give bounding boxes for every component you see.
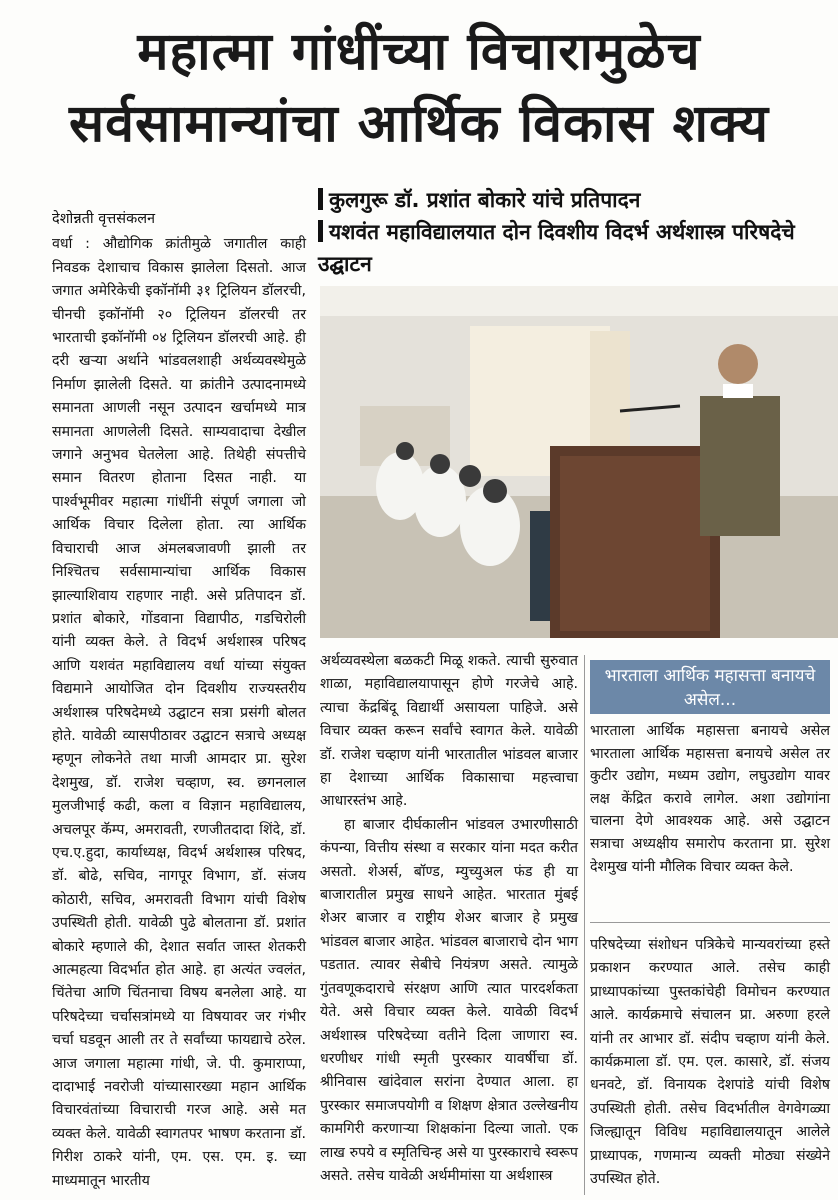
box-body: भारताला आर्थिक महासत्ता बनायचे असेल भारताला आर्थिक महासत्ता बनायचे असेल तर कुटीर उद्योग, मध्यम उद्योग, लघुउद्योग यावर लक्ष केंद्रित करावे लागेल. अशा उद्योगांना चालना देणे आवश्यक आहे. असे उद्घाटन सत्राचा अध्यक्षीय समारोप करताना प्रा. सुरेश देशमुख यांनी मौलिक विचार व्यक्त केले. — [590, 723, 830, 875]
column-2-paragraph-2: हा बाजार दीर्घकालीन भांडवल उभारणीसाठी कंपन्या, वित्तीय संस्था व सरकार यांना मदत करीत असतो. शेअर्स, बॉण्ड, म्युच्युअल फंड ही या बाजारातील प्रमुख साधने आहेत. भारतात मुंबई शेअर बाजार व राष्ट्रीय शेअर बाजार हे प्रमुख भांडवल बाजार आहेत. भांडवल बाजाराचे दोन भाग पडतात. त्यावर सेबीचे नियंत्रण असते. त्यामुळे गुंतवणूकदाराचे संरक्षण आणि त्यात पारदर्शकता येते. असे विचार व्यक्त केले. यावेळी विदर्भ अर्थशास्त्र परिषदेच्या वतीने दिला जाणारा स्व. धरणीधर गांधी स्मृती पुरस्कार यावर्षीचा डॉ. श्रीनिवास खांदेवाल सरांना देण्यात आला. हा पुरस्कार समाजपयोगी व शिक्षण क्षेत्रात उल्लेखनीय कामगिरी करणाऱ्या शिक्षकांना दिल्या जातो. एक लाख रुपये व स्मृतिचिन्ह असे या पुरस्काराचे स्वरूप असते. तसेच यावेळी अर्थमीमांसा या अर्थशास्त्र — [320, 816, 578, 1184]
box-divider — [590, 922, 830, 923]
byline: देशोन्नती वृत्तसंकलन — [52, 211, 156, 227]
headline-line-1: महात्मा गांधींच्या विचारामुळेच — [137, 22, 701, 82]
headline-line-2: सर्वसामान्यांचा आर्थिक विकास शक्य — [68, 94, 770, 154]
column-divider — [584, 655, 585, 1195]
article-column-3 — [590, 934, 830, 1191]
column-2-paragraph-1: अर्थव्यवस्थेला बळकटी मिळू शकते. त्याची सुरुवात शाळा, महाविद्यालयापासून होणे गरजेचे आहे. त्याचा केंद्रबिंदू विद्यार्थी असायला पाहिजे. असे विचार व्यक्त करून सर्वांचे स्वागत केले. यावेळी डॉ. राजेश चव्हाण यांनी भारतातील भांडवल बाजार हा देशाच्या आर्थिक विकासाचा महत्त्वाचा आधारस्तंभ आहे. — [320, 653, 578, 810]
box-heading: भारताला आर्थिक महासत्ता बनायचे असेल... — [590, 660, 830, 714]
bullet-bar-icon — [318, 220, 323, 242]
column-3-text: परिषदेच्या संशोधन पत्रिकेचे मान्यवरांच्या हस्ते प्रकाशन करण्यात आले. तसेच काही प्राध्यापकांच्या पुस्तकांचेही विमोचन करण्यात आले. कार्यक्रमाचे संचालन प्रा. अरुणा हरले यांनी तर आभार डॉ. संदीप चव्हाण यांनी केले. कार्यक्रमाला डॉ. एम. एल. कासारे, डॉ. संजय धनवटे, डॉ. विनायक देशपांडे यांची विशेष उपस्थिती होती. तसेच विदर्भातील वेगवेगळ्या जिल्ह्यातून विविध महाविद्यालयातून आलेले प्राध्यापक, गणमान्य व्यक्ती मोठ्या संख्येने उपस्थित होते. — [590, 937, 830, 1188]
subhead-2-text: यशवंत महाविद्यालयात दोन दिवशीय विदर्भ अर्थशास्त्र परिषदेचे उद्घाटन — [318, 220, 795, 276]
headline — [0, 16, 838, 160]
event-photo — [320, 286, 838, 638]
subhead-1 — [318, 184, 838, 216]
subhead-2 — [318, 216, 838, 280]
event-photo-illustration — [320, 286, 838, 638]
column-1-text: वर्धा : औद्योगिक क्रांतीमुळे जगातील काही निवडक देशाचाच विकास झालेला दिसतो. आज जगात अमेरिकेची इकॉनॉमी ३१ ट्रिलियन डॉलरची, चीनची इकॉनॉमी २० ट्रिलियन डॉलरची तर भारताची इकॉनॉमी ०४ ट्रिलियन डॉलरची आहे. ही दरी खऱ्या अर्थाने भांडवलशाही अर्थव्यवस्थेमुळे निर्माण झालेली दिसते. या क्रांतीने उत्पादनामध्ये समानता आणली नसून उत्पादन खर्चामध्ये मात्र समानता आणलेली दिसते. साम्यवादाचा देखील जगाने अनुभव घेतलेला आहे. तिथेही संपत्तीचे समान वितरण होताना दिसत नाही. या पार्श्वभूमीवर महात्मा गांधींनी संपूर्ण जगाला जो आर्थिक विचार दिलेला होता. त्या आर्थिक विचाराची आज अंमलबजावणी झाली तर निश्चितच सर्वसामान्यांचा आर्थिक विकास झाल्याशिवाय राहणार नाही. असे प्रतिपादन डॉ. प्रशांत बोकारे, गोंडवाना विद्यापीठ, गडचिरोली यांनी व्यक्त केले. ते विदर्भ अर्थशास्त्र परिषद आणि यशवंत महाविद्यालय वर्धा यांच्या संयुक्त विद्यमाने आयोजित दोन दिवशीय राज्यस्तरीय अर्थशास्त्र परिषदेमध्ये उद्घाटन सत्रा प्रसंगी बोलत होते. यावेळी व्यासपीठावर उद्घाटन सत्राचे अध्यक्ष म्हणून लोकनेते तथा माजी आमदार प्रा. सुरेश देशमुख, डॉ. राजेश चव्हाण, स्व. छगनलाल मुलजीभाई कढी, कला व विज्ञान महाविद्यालय, अचलपूर कॅम्प, अमरावती, रणजीतदादा शिंदे, डॉ. एच.ए.हुदा, कार्याध्यक्ष, विदर्भ अर्थशास्त्र परिषद, डॉ. बोढे, सचिव, नागपूर विभाग, डॉ. संजय कोठारी, सचिव, अमरावती विभाग यांची विशेष उपस्थिती होती. यावेळी पुढे बोलताना डॉ. प्रशांत बोकारे म्हणाले की, देशात सर्वात जास्त शेतकरी आत्महत्या विदर्भात होत आहे. हा अत्यंत ज्वलंत, चिंतेचा आणि चिंतनाचा विषय बनलेला आहे. या परिषदेच्या चर्चासत्रांमध्ये या विषयावर जर गंभीर चर्चा घडवून आली तर ते सर्वांच्या फायद्याचे ठरेल. आज जगाला महात्मा गांधी, जे. पी. कुमाराप्पा, दादाभाई नवरोजी यांच्यासारख्या महान आर्थिक विचारवंतांच्या विचाराची गरज आहे. असे मत व्यक्त केले. यावेळी स्वागतपर भाषण करताना डॉ. गिरीश ठाकरे यांनी, एम. एस. एम. इ. च्या माध्यमातून भारतीय — [52, 236, 306, 1189]
article-column-1 — [52, 208, 306, 1193]
subhead-1-text: कुलगुरू डॉ. प्रशांत बोकारे यांचे प्रतिपादन — [329, 188, 641, 212]
article-column-2 — [320, 650, 578, 1188]
bullet-bar-icon — [318, 188, 323, 210]
